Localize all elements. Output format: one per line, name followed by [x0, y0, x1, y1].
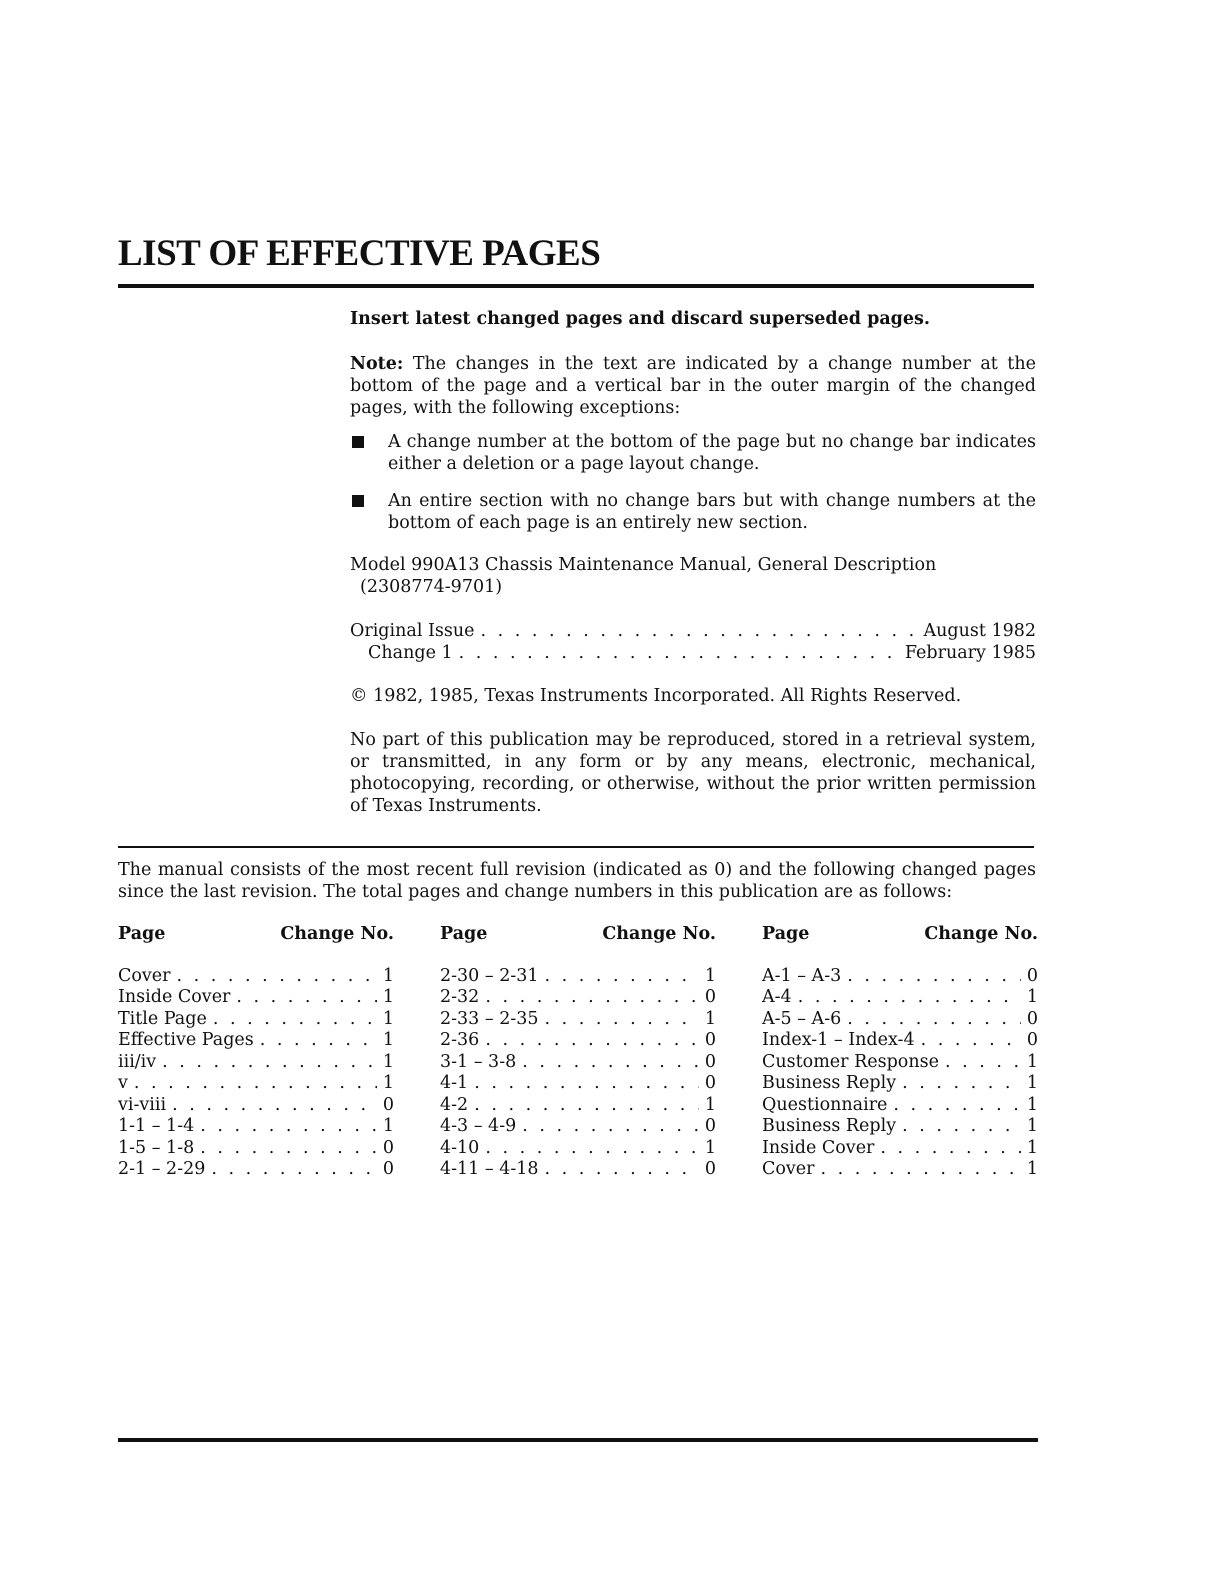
dot-leader: [522, 1116, 699, 1138]
change-number: 1: [704, 1094, 716, 1115]
table-row: [762, 1138, 1038, 1160]
page-range: 2-33 – 2-35: [440, 1008, 539, 1029]
dot-leader: [485, 1030, 699, 1052]
bullet-text: A change number at the bottom of the page but no change bar indicates either a deletion or a page layout change.: [388, 432, 1036, 474]
page-range: Questionnaire: [762, 1094, 888, 1115]
table-row: [762, 1030, 1038, 1052]
manual-title: Model 990A13 Chassis Maintenance Manual, General Description: [350, 555, 937, 575]
issue-label: Original Issue: [350, 621, 475, 641]
dot-leader: [522, 1052, 699, 1074]
change-number: 1: [1026, 987, 1038, 1007]
bottom-rule: [118, 1438, 1038, 1442]
table-row: [440, 966, 716, 988]
change-number: 1: [382, 1073, 394, 1093]
change-number: 0: [382, 1159, 394, 1179]
issue-list: [350, 620, 1036, 664]
page-header: Page: [440, 924, 488, 944]
page-range: Cover: [762, 1159, 815, 1179]
page-table-column-3: [762, 924, 1038, 1181]
page-range: 4-1: [440, 1073, 469, 1093]
square-bullet-icon: [352, 436, 364, 448]
dot-leader: [211, 1159, 376, 1181]
change-number: 1: [1026, 1159, 1038, 1179]
change-header: Change No.: [924, 924, 1038, 944]
table-row: [762, 1052, 1038, 1074]
page-range: 3-1 – 3-8: [440, 1051, 517, 1072]
change-number: 1: [382, 1116, 394, 1136]
dot-leader: [902, 1073, 1021, 1095]
dot-leader: [893, 1095, 1020, 1117]
consists-paragraph: The manual consists of the most recent full revision (indicated as 0) and the following changed pages since the last revision. The total pages and change numbers in this publication are as follows:: [118, 860, 1036, 902]
dot-leader: [485, 1138, 699, 1160]
dot-leader: [798, 987, 1021, 1009]
page-range: 4-10: [440, 1137, 480, 1158]
table-header: [440, 924, 716, 946]
change-header: Change No.: [602, 924, 716, 944]
table-row: [440, 1159, 716, 1181]
table-row: [118, 1073, 394, 1095]
dot-leader: [847, 966, 1021, 988]
table-rows: [118, 966, 394, 1181]
change-number: 0: [382, 1137, 394, 1158]
dot-leader: [821, 1159, 1021, 1181]
dot-leader: [162, 1052, 377, 1074]
page-range: Cover: [118, 965, 171, 986]
page-range: 2-36: [440, 1030, 480, 1050]
page-range: 2-32: [440, 987, 480, 1007]
change-number: 0: [704, 1051, 716, 1072]
change-number: 0: [1026, 965, 1038, 986]
page-range: 4-3 – 4-9: [440, 1116, 517, 1136]
table-row: [440, 1116, 716, 1138]
table-row: [440, 987, 716, 1009]
dot-leader: [200, 1116, 377, 1138]
table-row: [118, 1116, 394, 1138]
page-range: Customer Response: [762, 1051, 939, 1072]
table-row: [762, 1073, 1038, 1095]
page-range: Inside Cover: [118, 987, 231, 1007]
table-rows: [762, 966, 1038, 1181]
bullet-text: An entire section with no change bars but with change numbers at the bottom of each page is an entirely new section.: [388, 491, 1036, 533]
page-range: Business Reply: [762, 1116, 897, 1136]
change-number: 1: [704, 965, 716, 986]
dot-leader: [172, 1095, 377, 1117]
change-header: Change No.: [280, 924, 394, 944]
page-range: 4-11 – 4-18: [440, 1159, 539, 1179]
table-row: [118, 1030, 394, 1052]
table-row: [762, 1095, 1038, 1117]
dot-leader: [545, 1159, 699, 1181]
page-range: v: [118, 1073, 128, 1093]
dot-leader: [545, 1009, 699, 1031]
page-range: A-1 – A-3: [762, 965, 842, 986]
change-number: 1: [1026, 1116, 1038, 1136]
change-number: 1: [382, 987, 394, 1007]
table-row: [440, 1052, 716, 1074]
note-label: Note:: [350, 354, 404, 374]
page-range: iii/iv: [118, 1051, 157, 1072]
issue-date: February 1985: [904, 643, 1036, 663]
change-number: 1: [704, 1137, 716, 1158]
page-range: A-5 – A-6: [762, 1008, 842, 1029]
table-row: [440, 1138, 716, 1160]
table-row: [118, 1138, 394, 1160]
table-row: [118, 1095, 394, 1117]
copyright-notice: © 1982, 1985, Texas Instruments Incorporated. All Rights Reserved.: [350, 686, 962, 706]
change-number: 1: [1026, 1073, 1038, 1093]
dot-leader: [902, 1116, 1021, 1138]
change-number: 0: [704, 1159, 716, 1179]
dot-leader: [260, 1030, 377, 1052]
change-number: 0: [704, 1116, 716, 1136]
page-range: 2-30 – 2-31: [440, 965, 539, 986]
change-number: 1: [1026, 1051, 1038, 1072]
dot-leader: [921, 1030, 1021, 1052]
dot-leader: [485, 987, 699, 1009]
page-range: Business Reply: [762, 1073, 897, 1093]
change-number: 1: [1026, 1137, 1038, 1158]
table-header: [762, 924, 1038, 946]
change-number: 0: [704, 987, 716, 1007]
change-number: 0: [1026, 1030, 1038, 1050]
change-number: 1: [382, 965, 394, 986]
change-number: 0: [704, 1030, 716, 1050]
table-row: [762, 1009, 1038, 1031]
table-rows: [440, 966, 716, 1181]
dot-leader: [200, 1138, 377, 1160]
page-range: Inside Cover: [762, 1137, 875, 1158]
section-rule: [118, 846, 1034, 848]
note-paragraph: [350, 353, 1036, 419]
page-range: Effective Pages: [118, 1030, 254, 1050]
change-number: 0: [1026, 1008, 1038, 1029]
page-title: LIST OF EFFECTIVE PAGES: [118, 233, 601, 274]
page-range: A-4: [762, 987, 792, 1007]
table-row: [762, 1116, 1038, 1138]
change-number: 1: [382, 1030, 394, 1050]
dot-leader: [177, 966, 377, 988]
dot-leader: [474, 1095, 699, 1117]
dot-leader: [480, 620, 917, 642]
change-number: 1: [704, 1008, 716, 1029]
table-row: [762, 1159, 1038, 1181]
issue-date: August 1982: [923, 621, 1036, 641]
table-row: [118, 987, 394, 1009]
issue-row: [350, 642, 1036, 664]
page-range: 1-5 – 1-8: [118, 1137, 195, 1158]
change-number: 1: [382, 1008, 394, 1029]
dot-leader: [545, 966, 699, 988]
issue-label: Change 1: [368, 643, 453, 663]
page-header: Page: [762, 924, 810, 944]
table-row: [118, 1159, 394, 1181]
instruction-text: Insert latest changed pages and discard superseded pages.: [350, 309, 930, 329]
page-range: Index-1 – Index-4: [762, 1030, 915, 1050]
issue-row: [350, 620, 1036, 642]
table-row: [440, 1030, 716, 1052]
manual-identification: [350, 554, 1036, 598]
table-header: [118, 924, 394, 946]
title-rule: [118, 284, 1034, 288]
table-row: [762, 966, 1038, 988]
page-range: 1-1 – 1-4: [118, 1116, 195, 1136]
page-header: Page: [118, 924, 166, 944]
bullet-item: [350, 431, 1036, 475]
page-range: 4-2: [440, 1094, 469, 1115]
dot-leader: [236, 987, 376, 1009]
page-table-column-2: [440, 924, 716, 1181]
dot-leader: [945, 1052, 1021, 1074]
table-row: [440, 1095, 716, 1117]
change-number: 0: [382, 1094, 394, 1115]
rights-paragraph: No part of this publication may be reproduced, stored in a retrieval system, or transmitted, in any form or by any means, electronic, mechanical, photocopying, recording, or otherwise, without the prior written permission of Texas Instruments.: [350, 730, 1036, 816]
dot-leader: [880, 1138, 1020, 1160]
page-table-column-1: [118, 924, 394, 1181]
bullet-item: [350, 490, 1036, 534]
dot-leader: [213, 1009, 377, 1031]
page-range: vi-viii: [118, 1094, 167, 1115]
manual-number: (2308774-9701): [360, 577, 503, 597]
square-bullet-icon: [352, 495, 364, 507]
change-number: 1: [1026, 1094, 1038, 1115]
dot-leader: [134, 1073, 377, 1095]
table-row: [762, 987, 1038, 1009]
dot-leader: [459, 642, 899, 664]
change-number: 1: [382, 1051, 394, 1072]
table-row: [118, 1009, 394, 1031]
note-text: The changes in the text are indicated by a change number at the bottom of the page and a vertical bar in the outer margin of the changed pages, with the following exceptions:: [350, 354, 1036, 418]
dot-leader: [847, 1009, 1021, 1031]
table-row: [440, 1073, 716, 1095]
table-row: [440, 1009, 716, 1031]
table-row: [118, 966, 394, 988]
page-range: 2-1 – 2-29: [118, 1159, 206, 1179]
table-row: [118, 1052, 394, 1074]
change-number: 0: [704, 1073, 716, 1093]
page-range: Title Page: [118, 1008, 207, 1029]
dot-leader: [474, 1073, 699, 1095]
